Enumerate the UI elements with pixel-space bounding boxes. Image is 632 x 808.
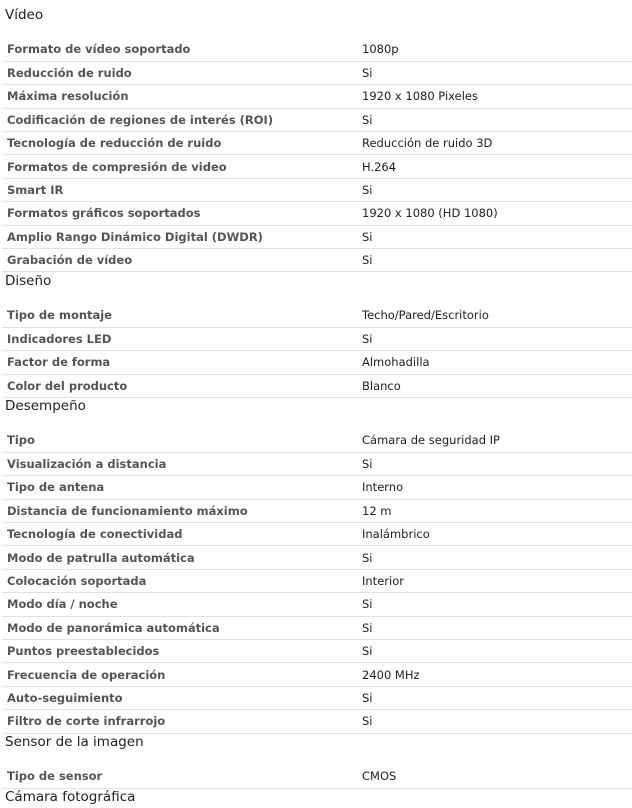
spec-row (2, 351, 632, 374)
spec-value: Si (357, 178, 632, 201)
spec-value: Almohadilla (357, 351, 632, 374)
spec-label: Formatos de compresión de video (2, 155, 357, 178)
spec-row (2, 249, 632, 272)
section-title-image-sensor: Sensor de la imagen (5, 734, 144, 750)
spec-label: Amplio Rango Dinámico Digital (DWDR) (2, 225, 357, 248)
spec-row (2, 523, 632, 546)
spec-row (2, 61, 632, 84)
spec-value: 12 m (357, 499, 632, 522)
spec-label: Codificación de regiones de interés (ROI) (2, 108, 357, 131)
section-title-performance: Desempeño (5, 398, 86, 414)
spec-label: Grabación de vídeo (2, 249, 357, 272)
spec-value: Techo/Pared/Escritorio (357, 304, 632, 327)
spec-table-video (2, 38, 632, 272)
spec-value: Si (357, 546, 632, 569)
spec-row (2, 38, 632, 61)
spec-label: Modo de patrulla automática (2, 546, 357, 569)
spec-label: Tipo de montaje (2, 304, 357, 327)
spec-label: Distancia de funcionamiento máximo (2, 499, 357, 522)
spec-value: Cámara de seguridad IP (357, 429, 632, 452)
spec-label: Visualización a distancia (2, 452, 357, 475)
spec-label: Máxima resolución (2, 85, 357, 108)
spec-label: Factor de forma (2, 351, 357, 374)
spec-table-performance (2, 429, 632, 734)
spec-row (2, 640, 632, 663)
section-title-video: Vídeo (5, 7, 44, 23)
spec-label: Formato de vídeo soportado (2, 38, 357, 61)
spec-row (2, 546, 632, 569)
spec-label: Filtro de corte infrarrojo (2, 710, 357, 733)
spec-label: Tipo de antena (2, 476, 357, 499)
spec-row (2, 327, 632, 350)
spec-row (2, 155, 632, 178)
spec-label: Modo de panorámica automática (2, 616, 357, 639)
spec-value: Si (357, 616, 632, 639)
spec-row (2, 663, 632, 686)
spec-label: Tecnología de reducción de ruido (2, 132, 357, 155)
spec-label: Formatos gráficos soportados (2, 202, 357, 225)
spec-label: Color del producto (2, 374, 357, 397)
section-title-design: Diseño (5, 273, 52, 289)
spec-value: Si (357, 61, 632, 84)
spec-row (2, 569, 632, 592)
spec-row (2, 686, 632, 709)
spec-value: 1920 x 1080 Pixeles (357, 85, 632, 108)
spec-row (2, 108, 632, 131)
spec-row (2, 765, 632, 788)
spec-label: Smart IR (2, 178, 357, 201)
spec-value: Si (357, 710, 632, 733)
spec-value: Si (357, 686, 632, 709)
spec-table-image-sensor (2, 765, 632, 789)
spec-row (2, 429, 632, 452)
spec-row (2, 202, 632, 225)
spec-label: Reducción de ruido (2, 61, 357, 84)
spec-label: Frecuencia de operación (2, 663, 357, 686)
spec-row (2, 593, 632, 616)
spec-value: Interior (357, 569, 632, 592)
spec-row (2, 225, 632, 248)
spec-label: Tipo de sensor (2, 765, 357, 788)
spec-value: Si (357, 225, 632, 248)
spec-row (2, 616, 632, 639)
spec-label: Puntos preestablecidos (2, 640, 357, 663)
spec-value: Interno (357, 476, 632, 499)
spec-row (2, 85, 632, 108)
spec-value: Blanco (357, 374, 632, 397)
spec-row (2, 304, 632, 327)
spec-value: Si (357, 640, 632, 663)
spec-row (2, 499, 632, 522)
spec-value: Si (357, 108, 632, 131)
spec-value: Si (357, 452, 632, 475)
spec-value: Si (357, 327, 632, 350)
spec-value: Si (357, 249, 632, 272)
spec-value: Inalámbrico (357, 523, 632, 546)
spec-value: Reducción de ruido 3D (357, 132, 632, 155)
spec-value: 2400 MHz (357, 663, 632, 686)
section-title-camera: Cámara fotográfica (5, 789, 136, 805)
spec-label: Auto-seguimiento (2, 686, 357, 709)
spec-row (2, 374, 632, 397)
spec-row (2, 178, 632, 201)
spec-row (2, 476, 632, 499)
spec-row (2, 452, 632, 475)
spec-row (2, 132, 632, 155)
spec-label: Colocación soportada (2, 569, 357, 592)
spec-value: 1080p (357, 38, 632, 61)
spec-value: 1920 x 1080 (HD 1080) (357, 202, 632, 225)
spec-value: H.264 (357, 155, 632, 178)
spec-label: Tecnología de conectividad (2, 523, 357, 546)
spec-value: Si (357, 593, 632, 616)
spec-label: Tipo (2, 429, 357, 452)
spec-label: Indicadores LED (2, 327, 357, 350)
spec-row (2, 710, 632, 733)
spec-table-design (2, 304, 632, 398)
spec-value: CMOS (357, 765, 632, 788)
spec-label: Modo día / noche (2, 593, 357, 616)
